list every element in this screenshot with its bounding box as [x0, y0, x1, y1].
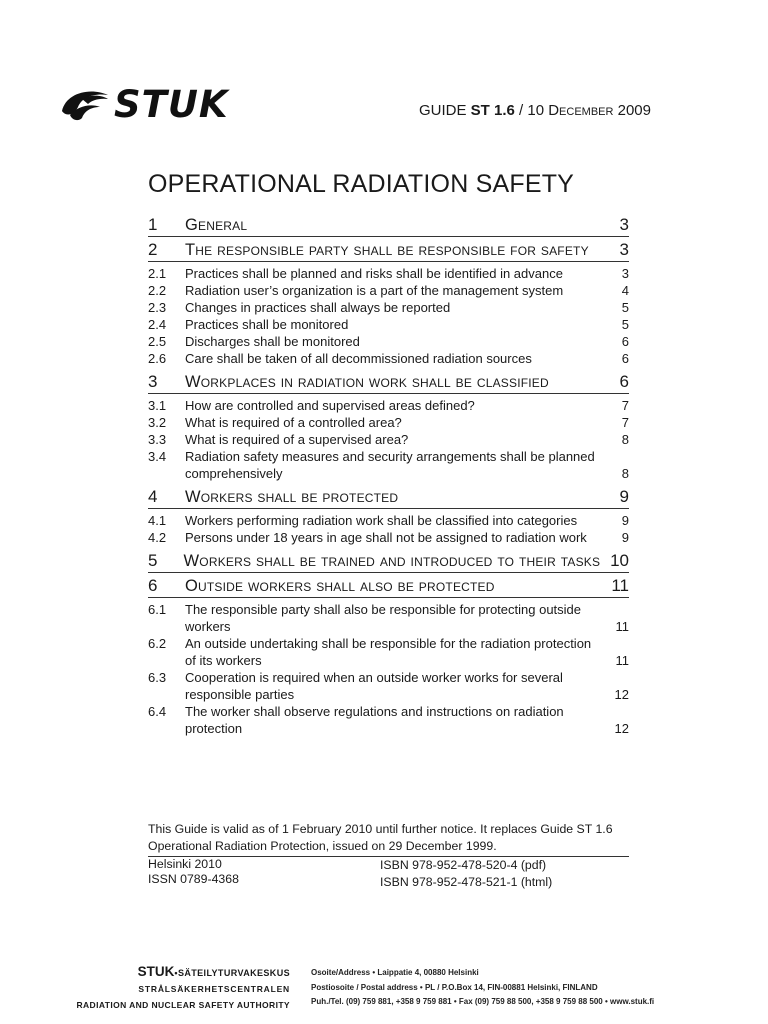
- toc-item-page: 9: [621, 513, 629, 528]
- toc-section-number: 4: [148, 487, 158, 506]
- toc-item: [148, 414, 629, 431]
- guide-identifier: [419, 102, 651, 119]
- toc-item: [148, 512, 629, 529]
- toc-section-number: 2: [148, 240, 158, 259]
- document-title: OPERATIONAL RADIATION SAFETY: [148, 170, 575, 198]
- toc-section-page: 3: [619, 215, 629, 234]
- toc-item-number: 2.5: [148, 334, 167, 349]
- footer-org-sv: STRÅLSÄKERHETSCENTRALEN: [138, 984, 290, 994]
- toc-item-page: 8: [621, 466, 629, 481]
- toc-item: [148, 265, 629, 282]
- toc-item-number: 3.3: [148, 432, 167, 447]
- toc-item: [148, 669, 629, 703]
- toc-item-page: 7: [621, 398, 629, 413]
- toc-item-page: 4: [621, 283, 629, 298]
- toc-item: [148, 431, 629, 448]
- toc-item-title: What is required of a controlled area?: [185, 415, 402, 430]
- toc-item: [148, 350, 629, 367]
- toc-section: [148, 371, 629, 484]
- toc-item-page: 8: [621, 432, 629, 447]
- toc-item-number: 6.4: [148, 704, 167, 719]
- toc-subsection-list: [148, 598, 629, 739]
- validity-note: This Guide is valid as of 1 February 2010 until further notice. It replaces Guide ST 1.6 Operational Radiation Protection, issued on 29 December 1999.: [148, 822, 613, 853]
- toc-subsection-list: [148, 262, 629, 369]
- logo-text: STUK: [114, 82, 229, 126]
- footer-contact: [311, 966, 654, 1010]
- footer-address: Osoite/Address • Laippatie 4, 00880 Helsinki: [311, 968, 479, 977]
- toc-section: [148, 214, 629, 237]
- toc-item-number: 6.1: [148, 602, 167, 617]
- guide-prefix: GUIDE: [418, 102, 467, 119]
- toc-item-page: 5: [621, 317, 629, 332]
- footer-org-fi: •SÄTEILYTURVAKESKUS: [174, 968, 290, 978]
- toc-section-heading: [148, 214, 629, 237]
- toc-item-title: What is required of a supervised area?: [185, 432, 409, 447]
- toc-item-title: The worker shall observe regulations and instructions on radiation protection: [185, 704, 564, 736]
- place-year: Helsinki 2010: [148, 857, 222, 871]
- toc-item-number: 3.1: [148, 398, 167, 413]
- toc-section-page: 9: [619, 487, 629, 506]
- stuk-logo: [60, 84, 229, 124]
- toc-item: [148, 316, 629, 333]
- footer-postal: Postiosoite / Postal address • PL / P.O.Box 14, FIN-00881 Helsinki, FINLAND: [311, 982, 598, 992]
- toc-item-title: How are controlled and supervised areas defined?: [185, 398, 475, 413]
- toc-item: [148, 529, 629, 546]
- toc-subsection-list: [148, 394, 629, 484]
- toc-item-title: Persons under 18 years in age shall not be assigned to radiation work: [185, 530, 587, 545]
- guide-day: 10: [527, 102, 545, 119]
- toc-item-page: 11: [615, 619, 629, 634]
- toc-item: [148, 282, 629, 299]
- toc-subsection-list: [148, 509, 629, 548]
- footer-org-en: RADIATION AND NUCLEAR SAFETY AUTHORITY: [76, 1000, 290, 1010]
- toc-item-page: 12: [614, 721, 629, 736]
- toc-item-number: 4.2: [148, 530, 167, 545]
- toc-item: [148, 635, 629, 669]
- toc-item-title: Discharges shall be monitored: [185, 334, 360, 349]
- toc-item-title: Cooperation is required when an outside worker works for several responsible parties: [185, 670, 563, 702]
- toc-item-number: 2.6: [148, 351, 167, 366]
- toc-section: [148, 486, 629, 548]
- toc-item-number: 6.2: [148, 636, 167, 651]
- guide-year: 2009: [617, 102, 651, 119]
- toc-item-title: Radiation safety measures and security arrangements shall be planned comprehensively: [185, 449, 595, 481]
- table-of-contents: [148, 212, 629, 739]
- toc-section-number: 6: [148, 576, 158, 595]
- toc-item: [148, 397, 629, 414]
- toc-section: [148, 550, 629, 573]
- toc-item-title: Practices shall be monitored: [185, 317, 349, 332]
- toc-section-heading: [148, 550, 629, 573]
- toc-item: [148, 601, 629, 635]
- toc-section-title: Outside workers shall also be protected: [185, 577, 495, 595]
- toc-section-title: Workers shall be protected: [185, 488, 399, 506]
- guide-month: December: [548, 102, 614, 119]
- toc-section-heading: [148, 371, 629, 394]
- toc-item-number: 2.4: [148, 317, 167, 332]
- toc-item: [148, 333, 629, 350]
- toc-item: [148, 299, 629, 316]
- toc-item-page: 11: [615, 653, 629, 668]
- toc-item-number: 2.2: [148, 283, 167, 298]
- toc-section-heading: [148, 239, 629, 262]
- toc-section-title: Workplaces in radiation work shall be classified: [185, 373, 549, 391]
- toc-section-number: 1: [148, 215, 158, 234]
- toc-section: [148, 239, 629, 369]
- toc-item-number: 6.3: [148, 670, 167, 685]
- toc-section-number: 5: [148, 551, 158, 570]
- toc-section-title: The responsible party shall be responsible for safety: [185, 241, 589, 259]
- toc-item-number: 2.3: [148, 300, 167, 315]
- toc-item: [148, 703, 629, 737]
- issn: ISSN 0789-4368: [148, 872, 239, 886]
- toc-item: [148, 448, 629, 482]
- footer-organization: [76, 964, 290, 1012]
- toc-section-page: 3: [619, 240, 629, 259]
- toc-item-page: 9: [621, 530, 629, 545]
- toc-section-page: 10: [610, 551, 629, 570]
- publication-info-left: [148, 857, 239, 887]
- toc-section-page: 11: [611, 576, 629, 595]
- toc-section: [148, 575, 629, 739]
- toc-section-heading: [148, 486, 629, 509]
- guide-separator: /: [519, 102, 524, 119]
- toc-section-heading: [148, 575, 629, 598]
- toc-item-title: Workers performing radiation work shall be classified into categories: [185, 513, 578, 528]
- toc-item-title: Radiation user’s organization is a part of the management system: [185, 283, 564, 298]
- toc-item-page: 7: [621, 415, 629, 430]
- toc-item-page: 5: [621, 300, 629, 315]
- toc-item-title: An outside undertaking shall be responsible for the radiation protection of its workers: [185, 636, 592, 668]
- toc-section-number: 3: [148, 372, 158, 391]
- toc-item-page: 6: [621, 351, 629, 366]
- toc-item-number: 3.2: [148, 415, 167, 430]
- footer-stuk: STUK: [137, 964, 175, 979]
- guide-code: ST 1.6: [470, 102, 515, 119]
- toc-item-title: Care shall be taken of all decommissioned radiation sources: [185, 351, 532, 366]
- toc-item-number: 3.4: [148, 449, 167, 464]
- stuk-wave-icon: [60, 85, 110, 123]
- toc-section-page: 6: [619, 372, 629, 391]
- toc-section-title: General: [185, 216, 248, 234]
- publication-info-right: [380, 857, 552, 891]
- toc-section-title: Workers shall be trained and introduced to their tasks: [183, 552, 601, 570]
- toc-item-page: 12: [614, 687, 629, 702]
- toc-item-number: 2.1: [148, 266, 167, 281]
- toc-item-title: Practices shall be planned and risks shall be identified in advance: [185, 266, 563, 281]
- isbn-pdf: ISBN 978-952-478-520-4 (pdf): [380, 858, 547, 872]
- toc-item-title: The responsible party shall also be responsible for protecting outside workers: [185, 602, 582, 634]
- toc-item-page: 6: [621, 334, 629, 349]
- isbn-html: ISBN 978-952-478-521-1 (html): [380, 875, 553, 889]
- toc-item-page: 3: [621, 266, 629, 281]
- footer-phone: Puh./Tel. (09) 759 881, +358 9 759 881 • Fax (09) 759 88 500, +358 9 759 88 500 • www.stuk.fi: [311, 997, 655, 1007]
- toc-item-title: Changes in practices shall always be reported: [185, 300, 451, 315]
- toc-item-number: 4.1: [148, 513, 167, 528]
